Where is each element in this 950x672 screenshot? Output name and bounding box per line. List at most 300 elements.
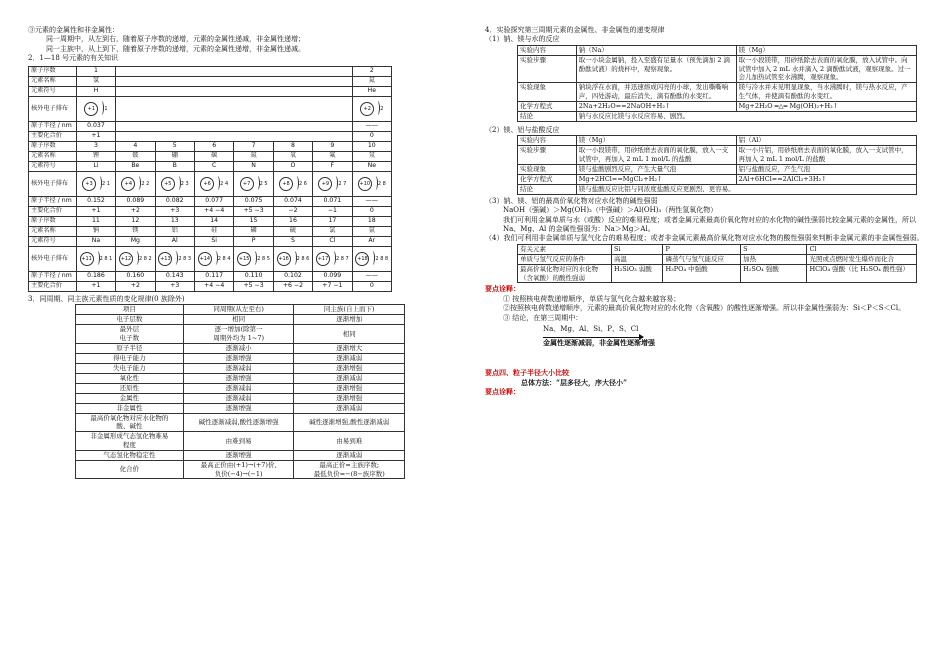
table-cell: 取一小段镁带，用砂纸磨去表面的氧化膜，放入一支试管中，再加入 2 mL 1 mol/L 的盐酸: [576, 146, 736, 165]
empty-cell: [116, 66, 352, 76]
table-row: [76, 403, 405, 413]
table-row: [76, 363, 405, 373]
cell-sym: Si: [194, 236, 233, 246]
table-cell: 逐渐增强: [183, 450, 294, 460]
table-cell: 镁（Mg）: [736, 45, 916, 55]
table-cell: 由难到易: [183, 432, 294, 451]
table-row: [76, 343, 405, 353]
table-cell: 最高正价=主族序数; 最低负价=−(8−族序数): [294, 460, 405, 479]
row-label: 核外电子排布: [29, 246, 77, 271]
nucleus: +13: [158, 252, 172, 266]
cell-shell: [116, 246, 155, 271]
table-cell: 钠（Na）: [576, 45, 736, 55]
table-cell: 高温: [612, 254, 663, 264]
table-cell: 最高价氧化物对应的水化物（含氧酸）的酸性强弱: [518, 264, 612, 283]
electron-count: 2 2: [141, 181, 150, 188]
cell-val: +3: [155, 206, 194, 216]
table-row: [76, 383, 405, 393]
cell-shell: [273, 171, 312, 196]
nucleus: +8: [279, 177, 293, 191]
electron-count: 2: [380, 106, 384, 113]
electron-count: 2 8 4: [217, 256, 231, 263]
table-row: [29, 236, 392, 246]
cell-name: 硼: [155, 151, 194, 161]
right-column: [485, 0, 925, 397]
table-cell: Si: [612, 244, 663, 254]
cell-num: 18: [352, 216, 391, 226]
table-row: [76, 315, 405, 325]
cell-radius: 0.160: [116, 271, 155, 281]
cell-num: 2: [352, 66, 391, 76]
cell-sym: F: [313, 161, 352, 171]
element-sequence: Na、Mg、Al、Si、P、S、Cl: [543, 325, 639, 334]
trend-arrow: [543, 337, 643, 338]
table-row: [518, 101, 917, 111]
cell-shell: [273, 246, 312, 271]
row-label: 原子半径 / nm: [29, 196, 77, 206]
table-cell: 实验内容: [518, 136, 577, 146]
cell-sym: Ne: [352, 161, 391, 171]
row-label: 核外电子排布: [29, 96, 77, 121]
row-label: 原子半径 / nm: [29, 121, 77, 131]
row-label: 元素符号: [29, 236, 77, 246]
cell-val: +4 −4: [194, 281, 233, 291]
table-cell: 取一小块金属钠，投入至盛有足量水（预先滴加 2 滴酚酞试液）的烧杯中，观察现象。: [576, 55, 736, 82]
section-title-trends: 3．同周期、同主族元素性质的变化规律(0 族除外): [28, 294, 185, 303]
row-label: 元素名称: [29, 151, 77, 161]
table-cell: 失电子能力: [76, 363, 184, 373]
table-cell: 气态氢化物稳定性: [76, 450, 184, 460]
table-cell: 最外层 电子数: [76, 325, 184, 344]
nucleus: +16: [277, 252, 291, 266]
electron-count: 2 1: [101, 181, 110, 188]
nucleus: +3: [82, 177, 96, 191]
table-cell: 实验内容: [518, 45, 577, 55]
subsection-3: （3）钠、镁、铝的最高价氧化物对应水化物的碱性强弱: [485, 196, 658, 205]
electron-count: 2 8 3: [178, 256, 192, 263]
table-cell: 化学方程式: [518, 101, 577, 111]
table-cell: H₂SiO₃ 弱酸: [612, 264, 663, 283]
cell-num: 11: [76, 216, 115, 226]
cell-radius: 0.082: [155, 196, 194, 206]
cell-shell: [76, 171, 115, 196]
table-row: [76, 413, 405, 432]
cell-sym: B: [155, 161, 194, 171]
nucleus: +7: [240, 177, 254, 191]
empty-cell: [116, 121, 352, 131]
table-cell: 逐一增加(除第一 周期外均为 1~7): [183, 325, 294, 344]
table-cell: 逐渐减弱: [294, 373, 405, 383]
cell-val: +1: [76, 281, 115, 291]
cell-name: 氮: [234, 151, 273, 161]
cell-radius: 0.117: [194, 271, 233, 281]
cell-name: 氦: [352, 76, 391, 86]
cell-sym: O: [273, 161, 312, 171]
left-column: [28, 0, 448, 479]
table-row: [518, 254, 917, 264]
electron-count: 2 5: [259, 181, 268, 188]
cell-name: 磷: [234, 226, 273, 236]
section-4-title: 4．实验探究第三周期元素的金属性、非金属性的递变规律: [485, 26, 665, 34]
table-cell: 铝（Al）: [736, 136, 916, 146]
cell-shell: [352, 96, 391, 121]
table-cell: 逐渐减小: [183, 343, 294, 353]
table-cell: 铝与盐酸反应，产生气泡: [736, 164, 916, 174]
table-cell: 逐渐增强: [183, 353, 294, 363]
table-cell: 相同: [183, 315, 294, 325]
cell-name: 氢: [76, 76, 115, 86]
cell-sym: C: [194, 161, 233, 171]
cell-radius: ——: [352, 271, 391, 281]
cell-sym: N: [234, 161, 273, 171]
cell-num: 4: [116, 141, 155, 151]
table-row: [76, 353, 405, 363]
empty-cell: [116, 86, 352, 96]
table-row: [518, 164, 917, 174]
cell-val: +3: [155, 281, 194, 291]
table-cell: 逐渐增强: [294, 383, 405, 393]
nucleus: +2: [360, 102, 374, 116]
cell-radius: ——: [352, 121, 391, 131]
table-cell: Mg+2HCl==MgCl₂+H₂↑: [576, 174, 736, 184]
table-cell: 最高价氧化物对应水化物的 酸、碱性: [76, 413, 184, 432]
table-cell: 逐渐增强: [294, 393, 405, 403]
cell-val: −1: [313, 206, 352, 216]
table-row: [76, 460, 405, 479]
table-cell: 取一小片铝，用砂纸磨去表面的氧化膜，放入一支试管中，再加入 2 mL 1 mol/L 的盐酸: [736, 146, 916, 165]
cell-radius: 0.071: [313, 196, 352, 206]
table-cell: 实验现象: [518, 83, 577, 102]
subsection-4: （4）我们可利用非金属单质与氢气化合的难易程度；或者非金属元素最高价氧化物对应水化物的酸性强弱来判断非金属元素的非金属性强弱。: [485, 234, 924, 243]
cell-sym: Ar: [352, 236, 391, 246]
row-label: 主要化合价: [29, 281, 77, 291]
nucleus: +10: [358, 177, 372, 191]
cell-radius: 0.102: [273, 271, 312, 281]
table-cell: 实验现象: [518, 164, 577, 174]
cell-val: +5 −3: [234, 281, 273, 291]
nucleus: +9: [318, 177, 332, 191]
cell-name: 锂: [76, 151, 115, 161]
table-cell: 原子半径: [76, 343, 184, 353]
table-row: [518, 111, 917, 121]
table-row: [29, 121, 392, 131]
table-cell: S: [741, 244, 807, 254]
table-row: [76, 450, 405, 460]
table-cell: 逐渐增强: [183, 373, 294, 383]
cell-radius: 0.099: [313, 271, 352, 281]
table-cell: 镁与盐酸反应比铝与同浓度盐酸反应更剧烈、更容易。: [576, 184, 916, 194]
cell-val: 0: [352, 206, 391, 216]
row-label: 主要化合价: [29, 206, 77, 216]
table-row: [518, 136, 917, 146]
electron-count: 2 8 8: [375, 256, 389, 263]
table-row: [518, 244, 917, 254]
table-cell: 磷蒸气与氢气能反应: [663, 254, 741, 264]
table-cell: 逐渐减弱: [294, 403, 405, 413]
nucleus: +4: [121, 177, 135, 191]
row-label: 元素符号: [29, 86, 77, 96]
table-cell: 逐渐增强: [183, 403, 294, 413]
table-cell: H₂SO₄ 强酸: [741, 264, 807, 283]
cell-num: 6: [194, 141, 233, 151]
key-point-3: ③ 结论，在第三周期中：: [503, 313, 583, 322]
cell-num: 7: [234, 141, 273, 151]
table-cell: 镁（Mg）: [576, 136, 736, 146]
electron-count: 2 8: [377, 181, 386, 188]
cell-radius: 0.075: [234, 196, 273, 206]
cell-sym: Al: [155, 236, 194, 246]
cell-sym: S: [273, 236, 312, 246]
cell-shell: [155, 171, 194, 196]
table-cell: 结论: [518, 184, 577, 194]
cell-name: 氟: [313, 151, 352, 161]
table-row: [29, 226, 392, 236]
table-row: [518, 174, 917, 184]
table-row: [29, 216, 392, 226]
period-rule: 同一周期中，从左到右，随着原子序数的递增，元素的金属性递减，非金属性递增；: [46, 35, 305, 44]
table-row: [29, 131, 392, 141]
radius-method: 总体方法：“层多径大，序大径小”: [521, 378, 628, 388]
table-cell: 逐渐增加: [294, 315, 405, 325]
table-row: [518, 184, 917, 194]
table-cell: 金属性: [76, 393, 184, 403]
table-header-row: [76, 305, 405, 315]
cell-shell: [234, 171, 273, 196]
cell-val: +1: [76, 206, 115, 216]
electron-count: 1: [104, 106, 108, 113]
cell-num: 3: [76, 141, 115, 151]
table-cell: 实验步骤: [518, 146, 577, 165]
table-cell: 得电子能力: [76, 353, 184, 363]
cell-num: 1: [76, 66, 115, 76]
table-cell: 化学方程式: [518, 174, 577, 184]
section-metal-nonmetal: ③元素的金属性和非金属性：: [28, 26, 119, 34]
period3-sequence: [543, 325, 925, 347]
nucleus: +11: [80, 252, 94, 266]
cell-name: 氯: [313, 226, 352, 236]
key-point-four-title: 要点四、粒子半径大小比较: [485, 369, 569, 378]
cell-sym: Cl: [313, 236, 352, 246]
electron-count: 2 8 2: [138, 256, 152, 263]
cell-radius: 0.110: [234, 271, 273, 281]
section-title-1-18: 2．1—18 号元素的有关知识: [28, 54, 119, 63]
cell-radius: 0.077: [194, 196, 233, 206]
cell-num: 15: [234, 216, 273, 226]
table-row: [518, 83, 917, 102]
cell-shell: [76, 96, 115, 121]
table-cell: 非金属形成气态氢化物难易 程度: [76, 432, 184, 451]
electron-count: 2 8 5: [257, 256, 270, 263]
cell-num: 12: [116, 216, 155, 226]
cell-num: 14: [194, 216, 233, 226]
nucleus: +1: [84, 102, 98, 116]
table-row: [29, 281, 392, 291]
table-row: [518, 146, 917, 165]
subsection-1: （1）钠、镁与水的反应: [485, 35, 560, 44]
cell-name: 硫: [273, 226, 312, 236]
cell-shell: [155, 246, 194, 271]
cell-val: +1: [76, 131, 115, 141]
cell-val: +6 −2: [273, 281, 312, 291]
table-row: [29, 246, 392, 271]
nucleus: +12: [119, 252, 133, 266]
cell-sym: P: [234, 236, 273, 246]
cell-val: +5 −3: [234, 206, 273, 216]
table-cell: 逐渐减弱: [183, 393, 294, 403]
cell-val: 0: [352, 131, 391, 141]
table-cell: 镁与冷水并未见明显现象，当水沸腾时，镁与热水反应，产生气体，并使滴有酚酞的水变红。: [736, 83, 916, 102]
table-cell: 碱性逐渐增强,酸性逐渐减弱: [294, 413, 405, 432]
cell-shell: [352, 171, 391, 196]
cell-shell: [234, 246, 273, 271]
electron-count: 2 8 1: [99, 256, 113, 263]
table-cell: 有关元素: [518, 244, 612, 254]
cell-shell: [116, 171, 155, 196]
table-cell: Mg+2H₂O ═△═ Mg(OH)₂+H₂↑: [736, 101, 916, 111]
table-row: [29, 151, 392, 161]
cell-radius: ——: [352, 196, 391, 206]
row-label: 原子半径 / nm: [29, 271, 77, 281]
table-row: [29, 196, 392, 206]
key-points-label-1: 要点诠释：: [485, 285, 520, 294]
table-cell: 碱性逐渐减弱,酸性逐渐增强: [183, 413, 294, 432]
table-row: [76, 432, 405, 451]
empty-cell: [116, 96, 352, 121]
cell-num: 16: [273, 216, 312, 226]
table-cell: Cl: [807, 244, 917, 254]
table-cell: 逐渐增大: [294, 343, 405, 353]
table-cell: 加热: [741, 254, 807, 264]
cell-name: 钠: [76, 226, 115, 236]
electron-count: 2 7: [338, 181, 347, 188]
table-row: [76, 325, 405, 344]
table-cell: 相同: [294, 325, 405, 344]
cell-num: 13: [155, 216, 194, 226]
cell-name: 氩: [352, 226, 391, 236]
table-cell: 单质与氢气反应的条件: [518, 254, 612, 264]
cell-val: +7 −1: [313, 281, 352, 291]
element-table: [28, 66, 392, 292]
sequence-trend: 金属性逐渐减弱，非金属性逐渐增强: [543, 337, 655, 347]
trend-table: [75, 304, 405, 479]
cell-shell: [76, 246, 115, 271]
cell-val: +2: [116, 206, 155, 216]
table-cell: 取一小段镁带，用砂纸除去表面的氧化膜，放入试管中。向试管中加入 2 mL 水并滴入 2 滴酚酞试液，观察现象。过一会儿加热试管至水沸腾，观察现象。: [736, 55, 916, 82]
cell-shell: [352, 246, 391, 271]
cell-radius: 0.143: [155, 271, 194, 281]
table-cell: 逐渐增强: [294, 363, 405, 373]
cell-sym: Li: [76, 161, 115, 171]
cell-num: 17: [313, 216, 352, 226]
table-cell: 非金属性: [76, 403, 184, 413]
table-cell: 镁与盐酸剧烈反应，产生大量气泡: [576, 164, 736, 174]
table-cell: P: [663, 244, 741, 254]
table-row: [76, 393, 405, 403]
table-cell: 逐渐减弱: [294, 450, 405, 460]
row-label: 原子序数: [29, 66, 77, 76]
key-point-1: ① 按照核电荷数递增顺序，单质与氢气化合越来越容易；: [503, 294, 681, 303]
cell-val: +2: [116, 281, 155, 291]
table-row: [518, 264, 917, 283]
table-cell: 结论: [518, 111, 577, 121]
table-row: [29, 76, 392, 86]
row-label: 元素名称: [29, 226, 77, 236]
table-row: [29, 206, 392, 216]
table-mg-al-acid: [517, 135, 917, 195]
cell-radius: 0.089: [116, 196, 155, 206]
cell-num: 9: [313, 141, 352, 151]
table-cell: 电子层数: [76, 315, 184, 325]
nucleus: +6: [200, 177, 214, 191]
electron-count: 2 3: [180, 181, 189, 188]
cell-name: 硅: [194, 226, 233, 236]
cell-radius: 0.152: [76, 196, 115, 206]
row-label: 原子序数: [29, 216, 77, 226]
cell-sym: He: [352, 86, 391, 96]
table-row: [29, 171, 392, 196]
row-label: 元素名称: [29, 76, 77, 86]
cell-shell: [313, 246, 352, 271]
empty-cell: [116, 76, 352, 86]
cell-name: 铍: [116, 151, 155, 161]
table-cell: 由易到难: [294, 432, 405, 451]
nucleus: +18: [355, 252, 369, 266]
subsection-2: （2）镁、铝与盐酸反应: [485, 125, 560, 134]
row-label: 元素符号: [29, 161, 77, 171]
cell-name: 铝: [155, 226, 194, 236]
table-cell: 钠块浮在水面，并迅速熔成闪亮的小球，发出嘶嘶响声，四处游动，最后消失，滴有酚酞的水变红。: [576, 83, 736, 102]
cell-shell: [313, 171, 352, 196]
table-nonmetal: [517, 244, 917, 284]
cell-radius: 0.037: [76, 121, 115, 131]
table-cell: 逐渐减弱: [183, 383, 294, 393]
cell-name: 碳: [194, 151, 233, 161]
table-cell: HClO₄ 强酸（比 H₂SO₄ 酸性强）: [807, 264, 917, 283]
cell-name: 氧: [273, 151, 312, 161]
cell-name: 氖: [352, 151, 391, 161]
header-cell: 项目: [76, 305, 184, 315]
table-cell: 实验步骤: [518, 55, 577, 82]
cell-val: 0: [352, 281, 391, 291]
table-cell: 光照或点燃时发生爆炸而化合: [807, 254, 917, 264]
cell-radius: 0.186: [76, 271, 115, 281]
cell-sym: Mg: [116, 236, 155, 246]
electron-count: 2 4: [220, 181, 229, 188]
table-row: [29, 86, 392, 96]
table-row: [29, 66, 392, 76]
row-label: 原子序数: [29, 141, 77, 151]
cell-num: 5: [155, 141, 194, 151]
table-cell: 逐渐减弱: [294, 353, 405, 363]
cell-val: +4 −4: [194, 206, 233, 216]
table-row: [29, 96, 392, 121]
cell-name: 镁: [116, 226, 155, 236]
cell-val: −2: [273, 206, 312, 216]
table-row: [76, 373, 405, 383]
row-label: 主要化合价: [29, 131, 77, 141]
cell-sym: Na: [76, 236, 115, 246]
nucleus: +5: [161, 177, 175, 191]
empty-cell: [116, 131, 352, 141]
cell-shell: [194, 171, 233, 196]
cell-sym: H: [76, 86, 115, 96]
electron-count: 2 8 7: [336, 256, 349, 263]
key-points-label-2: 要点诠释：: [485, 387, 520, 396]
header-cell: 同周期(从左至右): [183, 305, 294, 315]
table-row: [29, 161, 392, 171]
table-cell: 2Na+2H₂O==2NaOH+H₂↑: [576, 101, 736, 111]
cell-num: 8: [273, 141, 312, 151]
